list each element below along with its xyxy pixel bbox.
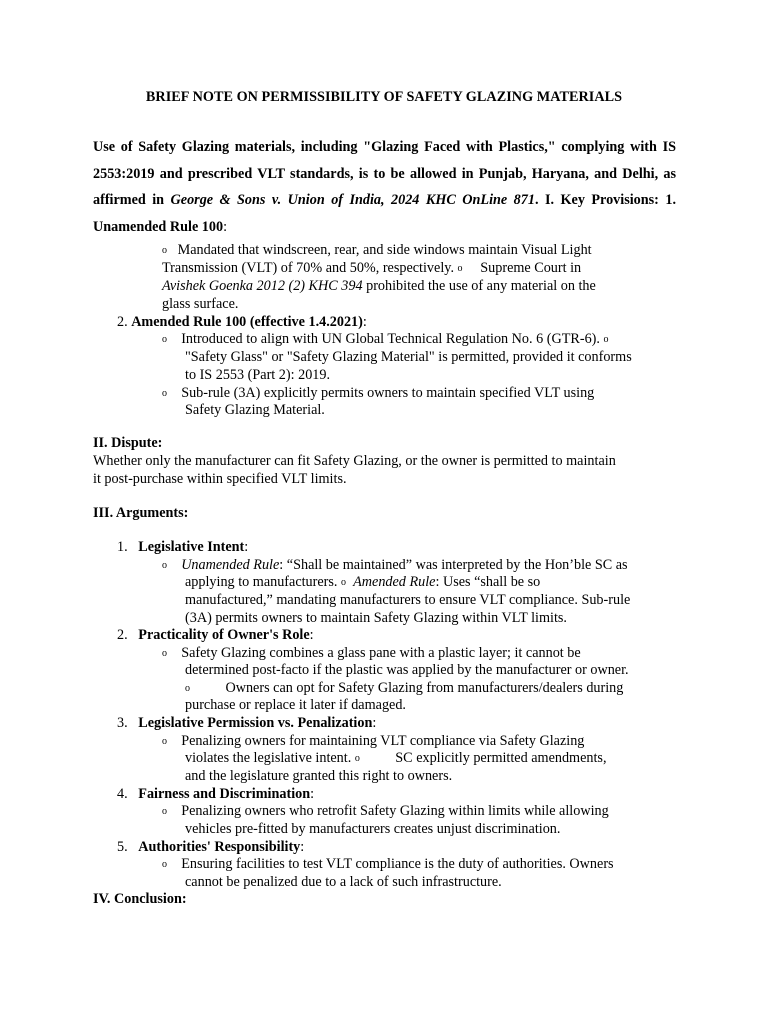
provision-2-text: to IS 2553 (Part 2): 2019. [185, 367, 331, 383]
bullet-icon: o [185, 683, 190, 694]
argument-4-heading [117, 786, 314, 803]
argument-2-line-1 [162, 645, 581, 663]
provision-3-text: Sub-rule (3A) explicitly permits owners to maintain specified VLT using [181, 385, 595, 401]
bullet-icon: o [162, 736, 167, 747]
argument-3-line-3: and the legislature granted this right to owners. [185, 768, 453, 784]
bullet-icon: o [162, 648, 167, 659]
argument-3-text: Penalizing owners for maintaining VLT compliance via Safety Glazing [181, 733, 585, 749]
provision-2-line-1 [162, 331, 609, 349]
argument-2-text: Owners can opt for Safety Glazing from manufacturers/dealers during [225, 680, 624, 696]
colon: : [309, 627, 314, 643]
bullet-icon: o [162, 334, 167, 345]
argument-3-line-2 [185, 750, 607, 768]
argument-5-heading [117, 839, 304, 856]
provision-1b-text: Supreme Court in [480, 260, 582, 276]
list-number: 3. [117, 715, 128, 731]
provision-1-line-3 [162, 278, 596, 295]
argument-1-text: : Uses “shall be so [435, 574, 541, 590]
argument-5-line-2: cannot be penalized due to a lack of such infrastructure. [185, 874, 502, 890]
case-citation-avishek: Avishek Goenka 2012 (2) KHC 394 [162, 278, 363, 294]
argument-1-line-2 [185, 574, 540, 592]
provision-1-line-2 [162, 260, 581, 278]
argument-2-line-4: purchase or replace it later if damaged. [185, 697, 406, 713]
provision-1-line-1 [162, 242, 592, 260]
list-number: 2. [117, 314, 128, 330]
intro-paragraph [93, 134, 676, 240]
argument-4-text: Penalizing owners who retrofit Safety Glazing within limits while allowing [181, 803, 609, 819]
provision-2-text: Introduced to align with UN Global Technical Regulation No. 6 (GTR-6). [181, 331, 600, 347]
provision-1-line-4 [162, 296, 238, 313]
arguments-heading: III. Arguments: [93, 505, 189, 521]
provision-3-text: Safety Glazing Material. [185, 402, 325, 418]
provision-1-text: Transmission (VLT) of 70% and 50%, respectively. [162, 260, 454, 276]
bullet-icon: o [162, 245, 167, 256]
argument-3-text: violates the legislative intent. [185, 750, 352, 766]
provision-2-line-2 [185, 349, 632, 366]
list-number: 5. [117, 839, 128, 855]
dispute-heading: II. Dispute: [93, 435, 163, 451]
list-number: 2. [117, 627, 128, 643]
provision-3-line-2 [185, 402, 325, 419]
colon: : [310, 786, 315, 802]
bullet-icon: o [162, 859, 167, 870]
argument-2-line-3 [185, 680, 623, 698]
bullet-icon: o [603, 334, 609, 345]
argument-2-line-2: determined post-facto if the plastic was applied by the manufacturer or owner. [185, 662, 629, 678]
argument-3-heading [117, 715, 376, 732]
colon: : [244, 539, 249, 555]
bullet-icon: o [162, 806, 167, 817]
argument-1-title: Legislative Intent [138, 539, 245, 555]
provision-1-text: Mandated that windscreen, rear, and side windows maintain Visual Light [177, 242, 592, 258]
argument-1-text: applying to manufacturers. [185, 574, 338, 590]
conclusion-heading: IV. Conclusion: [93, 891, 187, 907]
argument-5-title: Authorities' Responsibility [138, 839, 301, 855]
argument-1-text: : “Shall be maintained” was interpreted by the Hon’ble SC as [279, 557, 628, 573]
argument-3-line-1 [162, 733, 584, 751]
argument-1-line-4: (3A) permits owners to maintain Safety Glazing within VLT limits. [185, 610, 567, 626]
document-title: BRIEF NOTE ON PERMISSIBILITY OF SAFETY GLAZING MATERIALS [145, 89, 623, 105]
bullet-icon: o [162, 560, 167, 571]
provision-2-text: "Safety Glass" or "Safety Glazing Material" is permitted, provided it conforms [185, 349, 632, 365]
argument-1-italic: Amended Rule [353, 574, 436, 590]
argument-2-text: Safety Glazing combines a glass pane with a plastic layer; it cannot be [181, 645, 581, 661]
provision-2-heading [117, 314, 367, 331]
argument-5-line-1 [162, 856, 614, 874]
list-number: 1. [117, 539, 128, 555]
provision-1b-text: prohibited the use of any material on the [362, 278, 596, 294]
provision-3-line-1 [162, 385, 594, 403]
intro-colon: : [223, 218, 228, 235]
list-number: 4. [117, 786, 128, 802]
colon: : [362, 314, 367, 330]
argument-5-text: Ensuring facilities to test VLT compliance is the duty of authorities. Owners [181, 856, 614, 872]
argument-4-title: Fairness and Discrimination [138, 786, 311, 802]
provision-2-line-3 [185, 367, 330, 384]
provision-1b-text: glass surface. [162, 296, 239, 312]
colon: : [300, 839, 305, 855]
argument-1-line-1 [162, 557, 628, 575]
bullet-icon: o [354, 753, 360, 764]
bullet-icon: o [341, 577, 347, 588]
dispute-line-1: Whether only the manufacturer can fit Safety Glazing, or the owner is permitted to maintain [93, 453, 616, 469]
argument-3-text: SC explicitly permitted amendments, [395, 750, 607, 766]
colon: : [372, 715, 377, 731]
argument-3-title: Legislative Permission vs. Penalization [138, 715, 373, 731]
intro-case-citation: George & Sons v. Union of India, 2024 KHC OnLine 871 [170, 192, 535, 208]
bullet-icon: o [457, 263, 463, 274]
provision-2-title: Amended Rule 100 (effective 1.4.2021) [131, 314, 363, 330]
argument-1-line-3: manufactured,” mandating manufacturers to ensure VLT compliance. Sub-rule [185, 592, 631, 608]
argument-2-heading [117, 627, 314, 644]
bullet-icon: o [162, 388, 167, 399]
intro-key-provisions: . I. Key Provisions: 1. Unamended Rule 100 [93, 192, 676, 235]
argument-1-heading [117, 539, 248, 556]
argument-1-italic: Unamended Rule [181, 557, 280, 573]
argument-4-line-2: vehicles pre-fitted by manufacturers creates unjust discrimination. [185, 821, 561, 837]
argument-4-line-1 [162, 803, 609, 821]
dispute-line-2: it post-purchase within specified VLT limits. [93, 471, 347, 487]
argument-2-title: Practicality of Owner's Role [138, 627, 310, 643]
intro-text: Use of Safety Glazing materials, including "Glazing Faced with Plastics," complying with IS 2553:2019 and prescribed VLT standards, is to be allowed in Punjab, Haryana, and Delhi, as affirmed in [93, 139, 676, 208]
